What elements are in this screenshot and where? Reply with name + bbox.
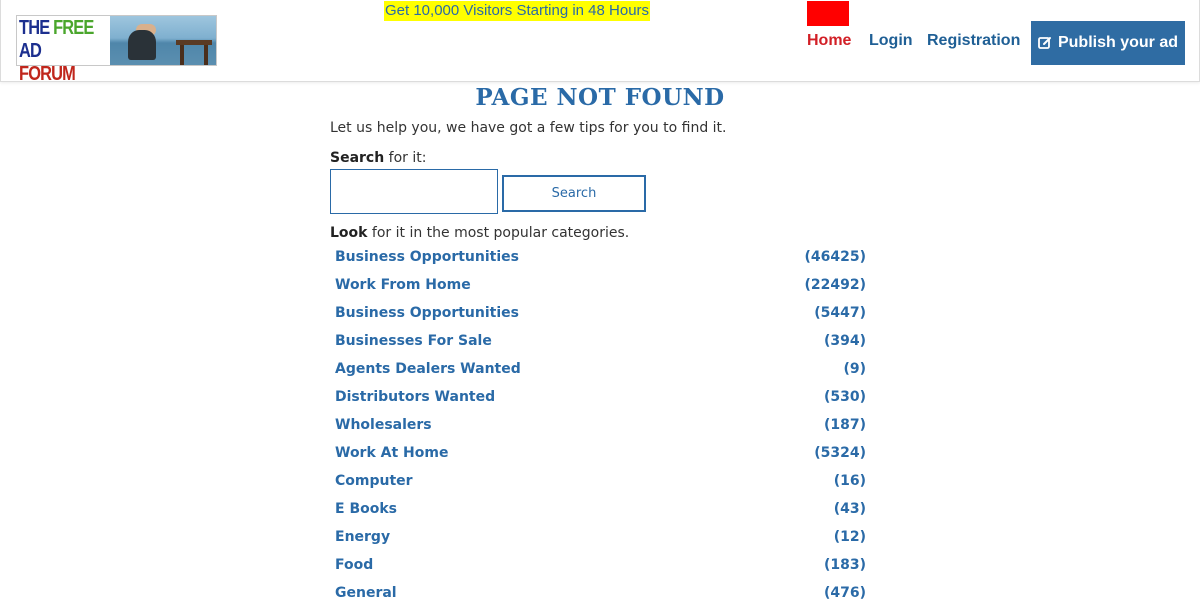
category-item[interactable] (335, 327, 866, 355)
category-item[interactable] (335, 439, 866, 467)
category-count: (5447) (814, 305, 866, 321)
category-name[interactable]: Food (335, 557, 374, 573)
category-name[interactable]: E Books (335, 501, 397, 517)
promo-banner-link[interactable]: Get 10,000 Visitors Starting in 48 Hours (385, 2, 650, 19)
category-name[interactable]: Distributors Wanted (335, 389, 496, 405)
category-count: (394) (823, 333, 866, 349)
search-input[interactable] (330, 169, 498, 214)
publish-ad-button[interactable] (1031, 21, 1185, 65)
category-count: (16) (833, 473, 866, 489)
category-item[interactable] (335, 467, 866, 495)
category-count: (22492) (804, 277, 866, 293)
category-count: (5324) (814, 445, 866, 461)
category-count: (12) (833, 529, 866, 545)
help-text: Let us help you, we have got a few tips for you to find it. (330, 120, 727, 136)
nav-home[interactable]: Home (807, 32, 852, 49)
nav-registration[interactable]: Registration (927, 32, 1021, 49)
page-title: PAGE NOT FOUND (475, 84, 725, 111)
search-button[interactable]: Search (502, 175, 646, 212)
category-name[interactable]: General (335, 585, 397, 601)
category-name[interactable]: Businesses For Sale (335, 333, 492, 349)
category-name[interactable]: Business Opportunities (335, 305, 519, 321)
category-item[interactable] (335, 243, 866, 271)
nav-login[interactable]: Login (869, 32, 913, 49)
category-name[interactable]: Computer (335, 473, 413, 489)
site-logo[interactable] (16, 15, 217, 85)
category-item[interactable] (335, 299, 866, 327)
category-name[interactable]: Energy (335, 529, 391, 545)
search-label: Search for it: (330, 150, 427, 166)
category-count: (183) (823, 557, 866, 573)
site-header (0, 0, 1200, 85)
category-item[interactable] (335, 355, 866, 383)
category-count: (46425) (804, 249, 866, 265)
category-name[interactable]: Work At Home (335, 445, 449, 461)
category-item[interactable] (335, 579, 866, 607)
logo-photo (110, 16, 216, 65)
category-list (335, 243, 866, 607)
red-marker (807, 1, 849, 26)
category-item[interactable] (335, 411, 866, 439)
edit-icon (1038, 36, 1052, 50)
category-name[interactable]: Wholesalers (335, 417, 432, 433)
category-item[interactable] (335, 495, 866, 523)
category-count: (530) (823, 389, 866, 405)
categories-label: Look for it in the most popular categories. (330, 225, 630, 241)
category-count: (476) (823, 585, 866, 601)
publish-ad-label: Publish your ad (1057, 34, 1178, 51)
category-name[interactable]: Work From Home (335, 277, 471, 293)
category-count: (43) (833, 501, 866, 517)
logo-wordmark: THE FREE AD FORUM (19, 17, 94, 85)
category-count: (187) (823, 417, 866, 433)
category-item[interactable] (335, 551, 866, 579)
category-item[interactable] (335, 523, 866, 551)
category-item[interactable] (335, 271, 866, 299)
category-count: (9) (843, 361, 866, 377)
category-item[interactable] (335, 383, 866, 411)
category-name[interactable]: Agents Dealers Wanted (335, 361, 521, 377)
category-name[interactable]: Business Opportunities (335, 249, 519, 265)
